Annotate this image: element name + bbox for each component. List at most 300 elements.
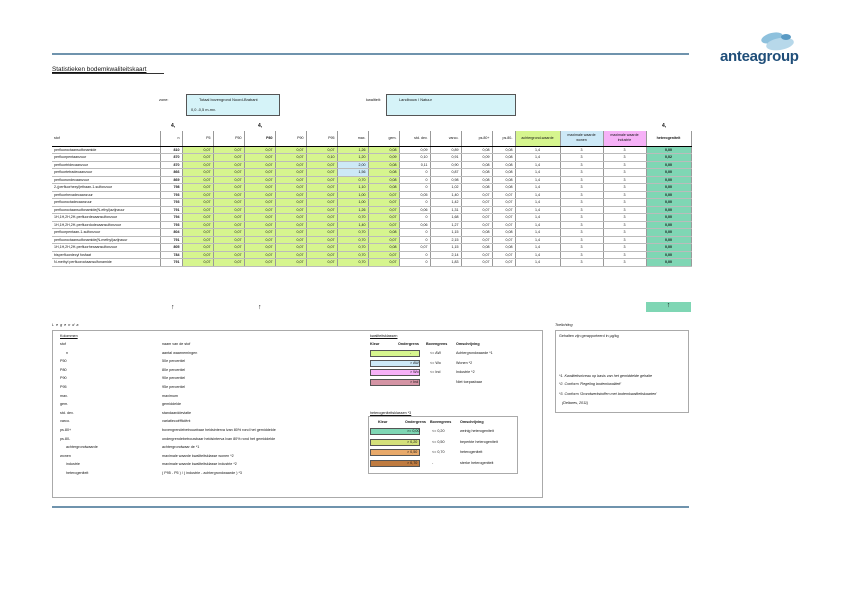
cell-p95: 0,07 <box>306 191 337 199</box>
cell-wonen: 3 <box>560 191 603 199</box>
toelichting-note-4: (Deltares, 2011) <box>562 401 589 405</box>
cell-p95: 0,07 <box>306 229 337 237</box>
legend-key: ps.80+ <box>60 428 72 432</box>
cell-stof: perfluorpentaan-1-sulfonzuur <box>52 229 160 237</box>
het-h-kleur: Kleur <box>378 420 388 424</box>
cell-p80: 0,07 <box>244 191 275 199</box>
cell-std: 0,09 <box>399 146 430 154</box>
cell-p90: 0,07 <box>275 184 306 192</box>
cell-het: 0,00 <box>646 206 691 214</box>
cell-p5: 0,07 <box>182 146 213 154</box>
cell-stof: perfluortridecaanzuur <box>52 161 160 169</box>
cell-p90: 0,07 <box>275 154 306 162</box>
cell-gem: 0,08 <box>368 146 399 154</box>
col-header-p5: P5 <box>182 131 213 146</box>
cell-ind: 3 <box>603 221 646 229</box>
cell-p5: 0,07 <box>182 199 213 207</box>
cell-ind: 3 <box>603 206 646 214</box>
legend-key: std. dev. <box>60 410 74 415</box>
cell-wonen: 3 <box>560 236 603 244</box>
cell-ps80m: 0,08 <box>492 169 515 177</box>
cell-ps80m: 0,07 <box>492 206 515 214</box>
cell-n: 870 <box>160 161 182 169</box>
cell-max: 1,40 <box>337 221 368 229</box>
class-lo: > 0,20 <box>407 439 418 444</box>
cell-p50: 0,07 <box>213 229 244 237</box>
cell-p80: 0,07 <box>244 206 275 214</box>
cell-wonen: 3 <box>560 161 603 169</box>
cell-p5: 0,07 <box>182 176 213 184</box>
cell-p5: 0,07 <box>182 236 213 244</box>
cell-p50: 0,07 <box>213 236 244 244</box>
cell-het: 0,00 <box>646 221 691 229</box>
cell-p5: 0,07 <box>182 251 213 259</box>
cell-gem: 0,07 <box>368 206 399 214</box>
arrow-up-icon: ↑ <box>258 304 262 311</box>
cell-ag: 1,4 <box>515 221 560 229</box>
cell-het: 0,00 <box>646 176 691 184</box>
cell-n: 793 <box>160 191 182 199</box>
cell-gem: 0,07 <box>368 199 399 207</box>
cell-max: 1,00 <box>337 191 368 199</box>
col-header-ps80p: ps.80+ <box>461 131 492 146</box>
cell-max: 0,70 <box>337 214 368 222</box>
col-header-n: n <box>160 131 182 146</box>
class-lo: > Wo <box>410 370 419 374</box>
legend-key: gem. <box>60 402 69 407</box>
cell-n: 791 <box>160 259 182 267</box>
cell-p50: 0,07 <box>213 184 244 192</box>
cell-gem: 0,08 <box>368 244 399 252</box>
legend-value: 50e percentiel <box>162 359 186 364</box>
cell-wonen: 3 <box>560 214 603 222</box>
cell-stof: N-methyl perfluoroctaansulfonamide <box>52 259 160 267</box>
klassen-h-onder: Ondergrens <box>398 342 419 346</box>
cell-het: 0,00 <box>646 191 691 199</box>
cell-std: 0,06 <box>399 221 430 229</box>
cell-wonen: 3 <box>560 229 603 237</box>
class-lo: >= 0,00 <box>407 429 420 433</box>
cell-ps80p: 0,07 <box>461 214 492 222</box>
cell-p50: 0,07 <box>213 161 244 169</box>
cell-p50: 0,07 <box>213 154 244 162</box>
cell-ind: 3 <box>603 244 646 252</box>
cell-ag: 1,4 <box>515 176 560 184</box>
class-hi: - <box>432 460 434 465</box>
legend-value: standaarddeviatie <box>162 410 192 415</box>
cell-ag: 1,4 <box>515 184 560 192</box>
class-lo: > Ind <box>410 379 419 384</box>
legend-key: industrie <box>66 462 80 467</box>
table-row <box>52 236 691 244</box>
cell-ps80m: 0,07 <box>492 214 515 222</box>
table-row <box>52 221 691 229</box>
cell-het: 0,00 <box>646 169 691 177</box>
cell-p95: 0,07 <box>306 146 337 154</box>
cell-max: 0,70 <box>337 259 368 267</box>
table-header-row <box>52 131 691 146</box>
cell-gem: 0,08 <box>368 229 399 237</box>
cell-max: 1,00 <box>337 199 368 207</box>
cell-std: 0 <box>399 236 430 244</box>
legend-value: achtergrondwaar de *1 <box>162 445 200 450</box>
cell-ps80p: 0,09 <box>461 154 492 162</box>
cell-p5: 0,07 <box>182 244 213 252</box>
cell-het: 0,00 <box>646 184 691 192</box>
cell-ind: 3 <box>603 146 646 154</box>
cell-n: 791 <box>160 206 182 214</box>
cell-varco: 1,27 <box>430 221 461 229</box>
cell-p80: 0,07 <box>244 259 275 267</box>
class-hi: <= 0,50 <box>432 439 445 444</box>
cell-n: 866 <box>160 169 182 177</box>
cell-p90: 0,07 <box>275 199 306 207</box>
cell-wonen: 3 <box>560 169 603 177</box>
cell-varco: 2,14 <box>430 251 461 259</box>
cell-n: 793 <box>160 199 182 207</box>
cell-varco: 1,15 <box>430 244 461 252</box>
cell-ps80p: 0,07 <box>461 191 492 199</box>
col-header-p90: P90 <box>275 131 306 146</box>
cell-p50: 0,07 <box>213 169 244 177</box>
col-header-max: max. <box>337 131 368 146</box>
cell-p50: 0,07 <box>213 244 244 252</box>
class-lo: - <box>410 351 412 355</box>
cell-p95: 0,10 <box>306 154 337 162</box>
cell-n: 794 <box>160 214 182 222</box>
cell-p80: 0,07 <box>244 161 275 169</box>
legend-key: ps.80- <box>60 436 71 441</box>
cell-ps80m: 0,08 <box>492 154 515 162</box>
cell-p5: 0,07 <box>182 259 213 267</box>
table-row <box>52 191 691 199</box>
quality-box <box>386 94 516 116</box>
zone-box <box>186 94 280 116</box>
cell-p5: 0,07 <box>182 169 213 177</box>
legend-key: P80 <box>60 367 67 372</box>
cell-ind: 3 <box>603 251 646 259</box>
cell-p95: 0,07 <box>306 184 337 192</box>
cell-ps80p: 0,07 <box>461 221 492 229</box>
cell-gem: 0,07 <box>368 251 399 259</box>
cell-stof: perfluorpentaanzuur <box>52 154 160 162</box>
cell-max: 0,70 <box>337 176 368 184</box>
title-underline <box>52 73 164 74</box>
toelichting-note-3: *3. Conform 'Grondwerkstoffen met bodemkwaliteitskaarten' <box>559 392 657 396</box>
cell-gem: 0,08 <box>368 161 399 169</box>
logo-text: anteagroup <box>720 48 799 65</box>
cell-std: 0 <box>399 199 430 207</box>
cell-p5: 0,07 <box>182 184 213 192</box>
cell-p50: 0,07 <box>213 259 244 267</box>
cell-n: 810 <box>160 146 182 154</box>
cell-ind: 3 <box>603 161 646 169</box>
cell-gem: 0,07 <box>368 236 399 244</box>
cell-std: 0 <box>399 176 430 184</box>
cell-stof: 2-(perfluorhexyl)ethaan-1-sulfonzuur <box>52 184 160 192</box>
cell-p50: 0,07 <box>213 146 244 154</box>
legend-value: aantal waarnemingen <box>162 350 198 355</box>
legend-value: gemiddelde <box>162 402 182 407</box>
class-desc: beperkte heterogeniteit <box>460 439 498 444</box>
cell-p80: 0,07 <box>244 221 275 229</box>
cell-ag: 1,4 <box>515 161 560 169</box>
table-row <box>52 169 691 177</box>
legend-value: maximum <box>162 393 178 398</box>
table-row <box>52 206 691 214</box>
cell-ps80m: 0,07 <box>492 221 515 229</box>
legend-key: P90 <box>60 376 67 381</box>
klassen-h-kleur: Kleur <box>370 342 380 346</box>
cell-ind: 3 <box>603 184 646 192</box>
cell-std: 0 <box>399 251 430 259</box>
cell-ps80m: 0,07 <box>492 251 515 259</box>
cell-std: 0 <box>399 214 430 222</box>
cell-ps80m: 0,08 <box>492 184 515 192</box>
table-row <box>52 176 691 184</box>
cell-p50: 0,07 <box>213 191 244 199</box>
cell-p50: 0,07 <box>213 221 244 229</box>
class-desc: heterogeniteit <box>460 450 483 454</box>
cell-std: 0 <box>399 259 430 267</box>
col-header-wonen: maximale waarde wonen <box>560 131 603 146</box>
cell-p90: 0,07 <box>275 214 306 222</box>
class-desc: Industrie *2 <box>456 370 475 374</box>
zone-label: zone: <box>159 97 169 102</box>
cell-p5: 0,07 <box>182 191 213 199</box>
page-title: Statistieken bodemkwaliteitskaart <box>52 66 147 73</box>
het-h-onder: Ondergrens <box>405 420 426 424</box>
cell-p5: 0,07 <box>182 206 213 214</box>
class-desc: sterke heterogeniteit <box>460 460 494 465</box>
company-logo <box>720 26 810 72</box>
cell-ag: 1,4 <box>515 191 560 199</box>
col-header-p95: P95 <box>306 131 337 146</box>
legend-key: achtergrondwaarde <box>66 445 98 450</box>
cell-n: 804 <box>160 229 182 237</box>
cell-ind: 3 <box>603 191 646 199</box>
cell-stof: perfluorundecaanzuur <box>52 176 160 184</box>
class-hi: <= 0,20 <box>432 429 445 433</box>
cell-gem: 0,08 <box>368 176 399 184</box>
toelichting-line1: Gehalten zijn gerapporteerd in µg/kg <box>559 334 619 338</box>
klassen-h-omschr: Omschrijving <box>456 342 480 346</box>
cell-ind: 3 <box>603 214 646 222</box>
cell-wonen: 3 <box>560 244 603 252</box>
cell-p5: 0,07 <box>182 221 213 229</box>
cell-ind: 3 <box>603 236 646 244</box>
cell-p90: 0,07 <box>275 206 306 214</box>
cell-ps80m: 0,07 <box>492 199 515 207</box>
cell-varco: 0,91 <box>430 154 461 162</box>
cell-ps80p: 0,07 <box>461 236 492 244</box>
marker-het: 4, <box>662 123 667 129</box>
cell-ps80p: 0,08 <box>461 244 492 252</box>
cell-ag: 1,4 <box>515 229 560 237</box>
cell-p5: 0,07 <box>182 154 213 162</box>
cell-ind: 3 <box>603 169 646 177</box>
cell-ag: 1,4 <box>515 236 560 244</box>
class-desc: Achtergrondwaarde *1 <box>456 351 493 355</box>
legend-title: L e g e n d a <box>52 323 79 327</box>
table-row <box>52 154 691 162</box>
het-h-boven: Bovengrens <box>430 420 452 424</box>
cell-ag: 1,4 <box>515 244 560 252</box>
table-row <box>52 199 691 207</box>
cell-ps80p: 0,08 <box>461 146 492 154</box>
class-lo: > 0,70 <box>407 460 418 465</box>
cell-p90: 0,07 <box>275 169 306 177</box>
cell-p50: 0,07 <box>213 206 244 214</box>
cell-varco: 1,02 <box>430 184 461 192</box>
cell-max: 0,70 <box>337 236 368 244</box>
cell-stof: perfluortetradecaanzuur <box>52 169 160 177</box>
col-header-varco: varco. <box>430 131 461 146</box>
cell-std: 0,10 <box>399 154 430 162</box>
cell-stof: bisperfluordecyl fosfaat <box>52 251 160 259</box>
cell-stof: perfluoroctaansulfonamide(N-methyl)azijnzuur <box>52 236 160 244</box>
cell-gem: 0,07 <box>368 214 399 222</box>
cell-het: 0,00 <box>646 251 691 259</box>
class-hi: <= Ind <box>430 370 441 374</box>
cell-p50: 0,07 <box>213 214 244 222</box>
legend-value: 90e percentiel <box>162 376 186 381</box>
cell-varco: 0,89 <box>430 146 461 154</box>
zone-value: Totaal bovengrond Noord-Brabant <box>199 97 258 102</box>
cell-p80: 0,07 <box>244 199 275 207</box>
cell-max: 2,00 <box>337 161 368 169</box>
bottom-divider <box>52 506 689 508</box>
cell-p90: 0,07 <box>275 251 306 259</box>
cell-het: 0,00 <box>646 244 691 252</box>
cell-p95: 0,07 <box>306 214 337 222</box>
cell-ps80p: 0,08 <box>461 176 492 184</box>
cell-p50: 0,07 <box>213 199 244 207</box>
marker-p80: 4, <box>258 123 263 129</box>
cell-ps80m: 0,08 <box>492 176 515 184</box>
cell-p95: 0,07 <box>306 244 337 252</box>
table-row <box>52 251 691 259</box>
cell-ag: 1,4 <box>515 154 560 162</box>
cell-stof: perfluorhexadecaanzuur <box>52 191 160 199</box>
cell-ps80p: 0,08 <box>461 161 492 169</box>
table-row <box>52 259 691 267</box>
cell-std: 0 <box>399 169 430 177</box>
cell-wonen: 3 <box>560 251 603 259</box>
cell-p80: 0,07 <box>244 251 275 259</box>
cell-stof: perfluoroctadecaanzuur <box>52 199 160 207</box>
class-desc: weinig heterogeniteit <box>460 429 494 433</box>
cell-ag: 1,4 <box>515 251 560 259</box>
cell-wonen: 3 <box>560 259 603 267</box>
cell-std: 0 <box>399 184 430 192</box>
color-swatch <box>370 350 420 357</box>
cell-ps80m: 0,07 <box>492 259 515 267</box>
legend-key: heterogeniteit <box>66 471 89 475</box>
cell-ps80p: 0,07 <box>461 199 492 207</box>
cell-stof: 1H,1H,2H,2H-perfluorhexaansulfonzuur <box>52 244 160 252</box>
arrow-up-icon: ↑ <box>646 302 691 312</box>
cell-ag: 1,4 <box>515 259 560 267</box>
cell-p90: 0,07 <box>275 229 306 237</box>
cell-ps80m: 0,07 <box>492 191 515 199</box>
cell-ps80p: 0,08 <box>461 169 492 177</box>
cell-wonen: 3 <box>560 199 603 207</box>
class-desc: Niet toepasbaar <box>456 379 483 384</box>
cell-n: 798 <box>160 184 182 192</box>
cell-p80: 0,07 <box>244 169 275 177</box>
cell-varco: 1,40 <box>430 191 461 199</box>
cell-ps80p: 0,08 <box>461 184 492 192</box>
col-header-stof: stof <box>52 131 160 146</box>
col-header-ps80m: ps.80- <box>492 131 515 146</box>
cell-p80: 0,07 <box>244 244 275 252</box>
marker-n: 4, <box>171 123 176 129</box>
cell-ps80m: 0,08 <box>492 146 515 154</box>
cell-n: 869 <box>160 176 182 184</box>
cell-ag: 1,4 <box>515 199 560 207</box>
cell-wonen: 3 <box>560 176 603 184</box>
cell-het: 0,00 <box>646 146 691 154</box>
cell-max: 1,20 <box>337 154 368 162</box>
cell-stof: 1H,1H,2H,2H-perfluordodecaansulfonzuur <box>52 221 160 229</box>
toelichting-note-2: *2. Conform 'Regeling bodemkwaliteit' <box>559 382 622 386</box>
cell-p90: 0,07 <box>275 244 306 252</box>
cell-p80: 0,07 <box>244 236 275 244</box>
cell-max: 0,70 <box>337 244 368 252</box>
cell-n: 870 <box>160 154 182 162</box>
cell-p90: 0,07 <box>275 259 306 267</box>
col-header-gem: gem. <box>368 131 399 146</box>
cell-p90: 0,07 <box>275 146 306 154</box>
cell-ps80p: 0,08 <box>461 229 492 237</box>
cell-ag: 1,4 <box>515 146 560 154</box>
cell-gem: 0,09 <box>368 154 399 162</box>
cell-p80: 0,07 <box>244 146 275 154</box>
cell-p95: 0,07 <box>306 206 337 214</box>
legend-columns-header: Kolommen <box>60 334 78 338</box>
cell-p5: 0,07 <box>182 214 213 222</box>
cell-max: 1,10 <box>337 184 368 192</box>
legend-key: varco. <box>60 419 71 424</box>
cell-p95: 0,07 <box>306 236 337 244</box>
cell-std: 0 <box>399 229 430 237</box>
cell-ps80p: 0,07 <box>461 206 492 214</box>
legend-key: P50 <box>60 359 67 364</box>
cell-gem: 0,07 <box>368 259 399 267</box>
legend-value: bovengrendebetrouwbaar heidsinterva lvan 80% rond het gemiddelde <box>162 428 276 432</box>
class-hi: <= Wo <box>430 360 441 365</box>
cell-varco: 0,87 <box>430 169 461 177</box>
cell-p80: 0,07 <box>244 214 275 222</box>
legend-value: 80e percentiel <box>162 367 186 372</box>
cell-varco: 2,15 <box>430 236 461 244</box>
cell-p95: 0,07 <box>306 161 337 169</box>
legend-value: variatiecoëfficiënt <box>162 419 191 424</box>
cell-ag: 1,4 <box>515 214 560 222</box>
cell-ps80m: 0,07 <box>492 236 515 244</box>
cell-wonen: 3 <box>560 206 603 214</box>
quality-label: kwaliteit: <box>366 97 381 102</box>
table-row <box>52 244 691 252</box>
col-header-std: std. dev. <box>399 131 430 146</box>
legend-key: n <box>66 350 69 355</box>
cell-varco: 1,83 <box>430 259 461 267</box>
cell-ps80m: 0,08 <box>492 229 515 237</box>
cell-p80: 0,07 <box>244 229 275 237</box>
cell-stof: 1H,1H,2H,2H-perfluordecaansulfonzuur <box>52 214 160 222</box>
depth-value: 0,0 -0,5 m-mv. <box>191 107 216 112</box>
